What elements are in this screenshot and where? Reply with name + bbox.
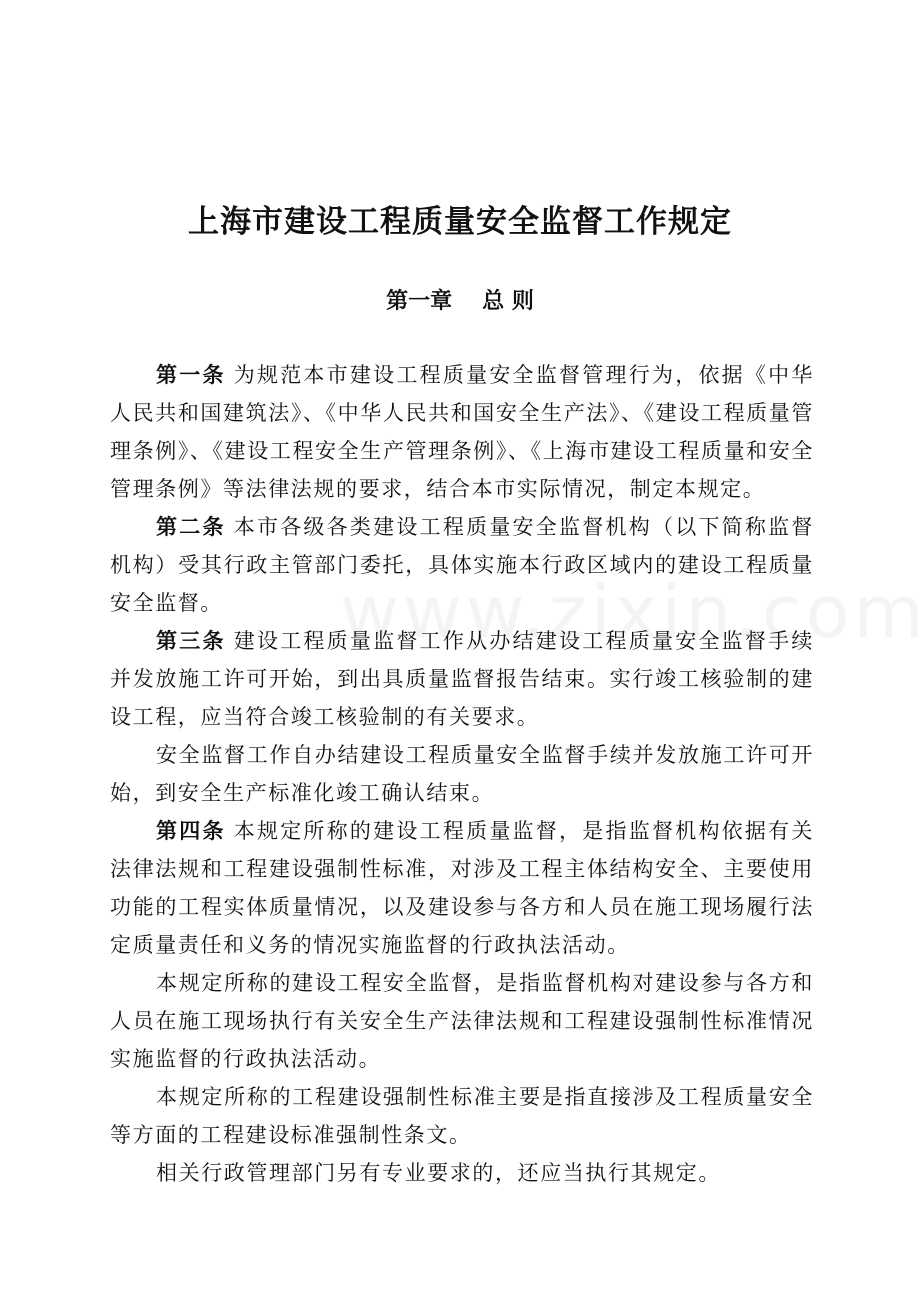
- paragraph-text: 为规范本市建设工程质量安全监督管理行为，依据《中华人民共和国建筑法》、《中华人民共和国安全生产法》、《建设工程质量管理条例》、《建设工程安全生产管理条例》、《上海市建设工程质量和安全管理条例》等法律法规的要求，结合本市实际情况，制定本规定。: [110, 363, 814, 501]
- article-number: 第一条: [156, 363, 226, 387]
- paragraph-text: 相关行政管理部门另有专业要求的，还应当执行其规定。: [156, 1161, 721, 1185]
- paragraph-text: 本市各级各类建设工程质量安全监督机构（以下简称监督机构）受其行政主管部门委托，具体实施本行政区域内的建设工程质量安全监督。: [110, 515, 814, 615]
- paragraph-article-4-standards: [110, 1078, 814, 1154]
- paragraph-text: 本规定所称的建设工程安全监督，是指监督机构对建设参与各方和人员在施工现场执行有关安全生产法律法规和工程建设强制性标准情况实施监督的行政执法活动。: [110, 971, 814, 1071]
- paragraph-article-1: [110, 356, 814, 508]
- article-number: 第二条: [156, 515, 226, 539]
- paragraph-text: 本规定所称的建设工程质量监督，是指监督机构依据有关法律法规和工程建设强制性标准，对涉及工程主体结构安全、主要使用功能的工程实体质量情况，以及建设参与各方和人员在施工现场履行法定质量责任和义务的情况实施监督的行政执法活动。: [110, 819, 814, 957]
- article-number: 第四条: [156, 819, 226, 843]
- chapter-name: 总 则: [482, 289, 534, 314]
- paragraph-article-4: [110, 812, 814, 964]
- chapter-heading: [0, 282, 920, 322]
- paragraph-article-3: [110, 622, 814, 736]
- paragraph-article-4-other: [110, 1154, 814, 1192]
- paragraph-article-2: [110, 508, 814, 622]
- paragraph-article-4-safety: [110, 964, 814, 1078]
- document-body: [110, 356, 814, 1192]
- chapter-number: 第一章: [386, 289, 453, 314]
- document-title: 上海市建设工程质量安全监督工作规定: [188, 204, 732, 240]
- paragraph-text: 建设工程质量监督工作从办结建设工程质量安全监督手续并发放施工许可开始，到出具质量监督报告结束。实行竣工核验制的建设工程，应当符合竣工核验制的有关要求。: [110, 629, 814, 729]
- paragraph-text: 本规定所称的工程建设强制性标准主要是指直接涉及工程质量安全等方面的工程建设标准强制性条文。: [110, 1085, 814, 1147]
- paragraph-article-3-continued: [110, 736, 814, 812]
- article-number: 第三条: [156, 629, 226, 653]
- paragraph-text: 安全监督工作自办结建设工程质量安全监督手续并发放施工许可开始，到安全生产标准化竣工确认结束。: [110, 743, 814, 805]
